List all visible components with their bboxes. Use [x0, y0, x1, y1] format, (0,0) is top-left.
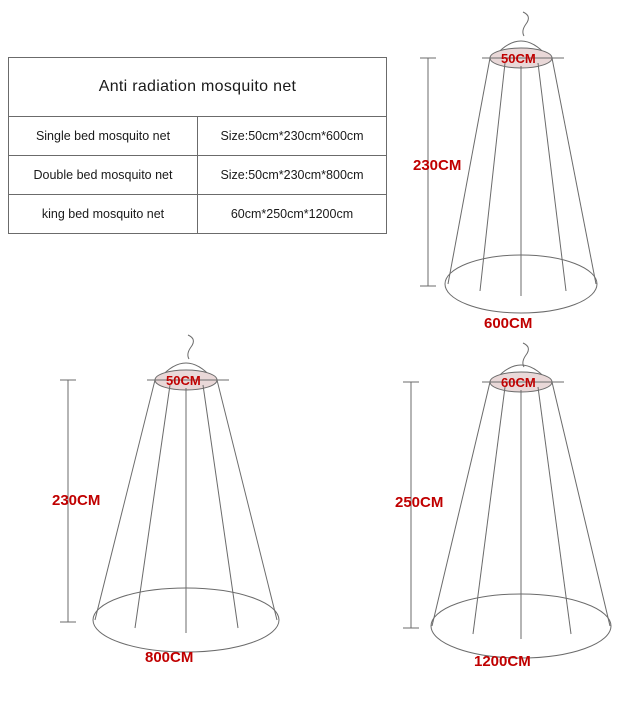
net-line-3 — [538, 387, 571, 634]
row-name: Single bed mosquito net — [9, 117, 198, 156]
row-size: Size:50cm*230cm*800cm — [198, 156, 387, 195]
top-diameter-label: 60CM — [501, 375, 536, 390]
row-size: 60cm*250cm*1200cm — [198, 195, 387, 234]
bottom-diameter-label: 600CM — [484, 315, 533, 332]
single-bed-diagram — [400, 8, 620, 338]
hook-line — [523, 12, 529, 36]
net-side-right — [217, 380, 277, 620]
king-bed-diagram — [385, 338, 620, 678]
row-name: Double bed mosquito net — [9, 156, 198, 195]
net-side-left — [95, 380, 155, 620]
hook-line — [523, 343, 529, 367]
table-row — [9, 117, 387, 156]
bottom-diameter-label: 800CM — [145, 649, 194, 666]
top-diameter-label: 50CM — [166, 373, 201, 388]
row-name: king bed mosquito net — [9, 195, 198, 234]
table-row — [9, 156, 387, 195]
hook-line — [188, 335, 194, 359]
net-side-right — [552, 382, 610, 626]
net-line-1 — [473, 387, 505, 634]
row-size: Size:50cm*230cm*600cm — [198, 117, 387, 156]
net-side-right — [552, 58, 596, 284]
table-row — [9, 195, 387, 234]
height-label: 250CM — [395, 494, 444, 511]
height-label: 230CM — [413, 157, 462, 174]
double-bed-diagram — [40, 330, 300, 675]
bottom-diameter-label: 1200CM — [474, 653, 531, 670]
table-title: Anti radiation mosquito net — [9, 58, 387, 117]
net-line-3 — [203, 385, 238, 628]
height-label: 230CM — [52, 492, 101, 509]
spec-table — [8, 57, 387, 234]
top-diameter-label: 50CM — [501, 51, 536, 66]
net-line-3 — [538, 63, 566, 291]
table-row — [9, 58, 387, 117]
